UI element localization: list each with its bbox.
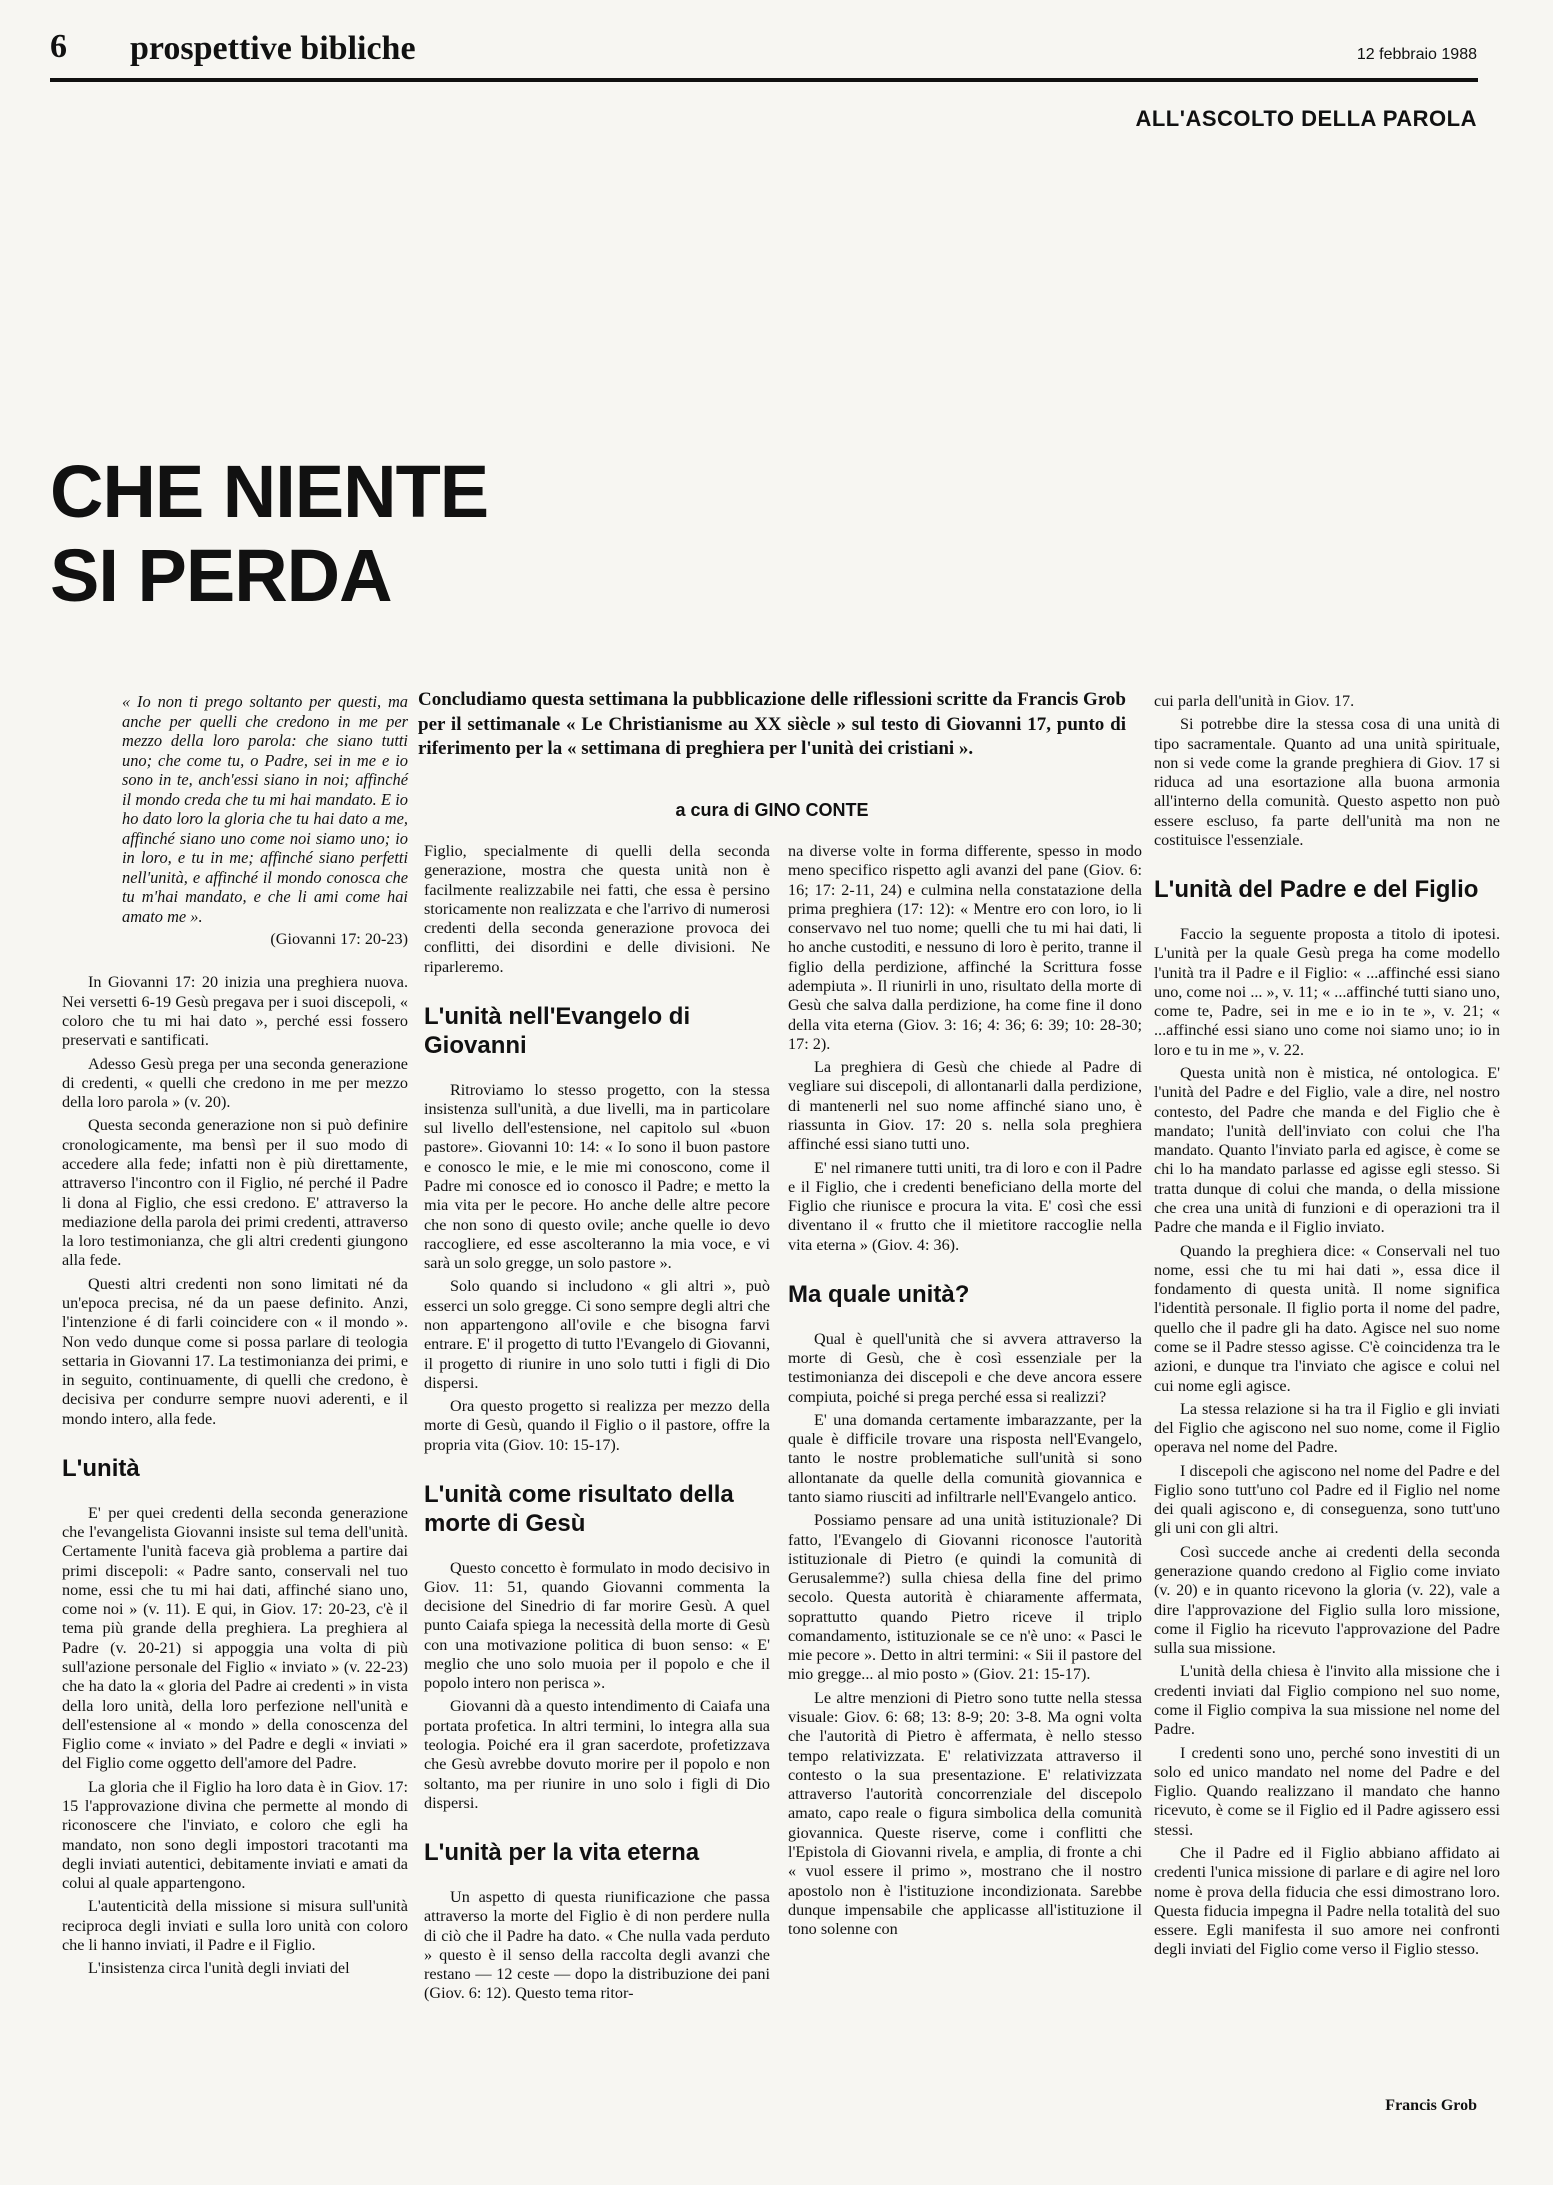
column-4	[1154, 692, 1500, 1964]
paragraph: na diverse volte in forma differente, spesso in modo meno specifico rispetto agli avanzi del pane (Giov. 6: 16; 17: 2-11, 24) e culmina nella constatazione della prima preghiera (17: 12): « Mentre ero con loro, io li conservavo nel tuo nome; quelli che tu mi hai dati, li ho anche custoditi, e nessuno di loro è perito, tranne il figlio della perdizione, affinché la Scrittura fosse adempiuta ». Il riunirli in uno, risultato della morte di Gesù che salva dalla perdizione, ha come fine il dono della vita eterna (Giov. 3: 16; 4: 36; 6: 39; 10: 28-30; 17: 2).	[788, 842, 1142, 1053]
paragraph: Questo concetto è formulato in modo decisivo in Giov. 11: 51, quando Giovanni commenta la decisione del Sinedrio di far morire Gesù. A quel punto Caiafa spiega la necessità della morte di Gesù con una motivazione politica di buon senso: « E' meglio che uno solo muoia per il popolo e che il popolo intero non perisca ».	[424, 1558, 770, 1693]
paragraph: E' nel rimanere tutti uniti, tra di loro e con il Padre e il Figlio, che i credenti beneficiano della morte del Figlio che riunisce e procura la vita. E' così che essi diventano il « frutto che il mietitore raccoglie nella vita eterna » (Giov. 4: 36).	[788, 1158, 1142, 1254]
paragraph: E' una domanda certamente imbarazzante, per la quale è difficile trovare una risposta nell'Evangelo, tanto le nostre problematiche sull'unità si sono allontanate da quelle della comunità giovannica e tanto siamo riusciti ad infiltrarle nell'Evangelo antico.	[788, 1410, 1142, 1506]
curated-by: a cura di GINO CONTE	[675, 800, 869, 820]
author-signature: Francis Grob	[1385, 2097, 1477, 2114]
paragraph: La stessa relazione si ha tra il Figlio e gli inviati del Figlio che agiscono nel suo nome, come il Figlio operava nel nome del Padre.	[1154, 1399, 1500, 1457]
paragraph: cui parla dell'unità in Giov. 17.	[1154, 692, 1355, 710]
paragraph: I credenti sono uno, perché sono investiti di un solo ed unico mandato nel nome del Padre e del Figlio. Quando realizzano il mandato che hanno ricevuto, è come se il Figlio ed il Padre agissero essi stessi.	[1154, 1743, 1500, 1839]
paragraph: L'insistenza circa l'unità degli inviati del	[88, 1959, 350, 1978]
paragraph: Qual è quell'unità che si avvera attraverso la morte di Gesù, che è così essenziale per la testimonianza dei discepoli e che deve ancora essere compiuta, poiché si prega perché essa si realizzi?	[788, 1329, 1142, 1406]
section-heading: Ma quale unità?	[788, 1280, 970, 1308]
paragraph: Faccio la seguente proposta a titolo di ipotesi. L'unità per la quale Gesù prega ha come modello l'unità tra il Padre e il Figlio: « ...affinché essi siano uno, come noi ... », v. 11; « ...affinché tutti siano uno, come te, Padre, sei in me e io in te », v. 21; « ...affinché essi siano uno come noi siamo uno; io in loro e tu in me », v. 22.	[1154, 925, 1500, 1059]
paragraph: Solo quando si includono « gli altri », può esserci un solo gregge. Ci sono sempre degli altri che non appartengono all'ovile e che bisogna farvi entrare. E' il progetto di tutto l'Evangelo di Giovanni, il progetto di riunire in uno solo tutti i figli di Dio dispersi.	[424, 1277, 770, 1392]
paragraph: L'unità della chiesa è l'invito alla missione che i credenti inviati dal Figlio compiono nel suo nome, come il Figlio compiva la sua missione nel nome del Padre.	[1154, 1662, 1500, 1739]
paragraph: La gloria che il Figlio ha loro data è in Giov. 17: 15 l'approvazione divina che permette al mondo di riconoscere che l'inviato, e coloro che egli ha mandato, non sono degli impostori tracotanti ma degli inviati autentici, debitamente inviati e amati da colui al quale appartengono.	[62, 1777, 408, 1893]
paragraph: In Giovanni 17: 20 inizia una preghiera nuova. Nei versetti 6-19 Gesù pregava per i suoi discepoli, « coloro che tu mi hai dato », perché essi fossero preservati e santificati.	[62, 973, 408, 1050]
paragraph: Ritroviamo lo stesso progetto, con la stessa insistenza sull'unità, a due livelli, ma in particolare sul livello dell'estensione, nel capitolo sul «buon pastore». Giovanni 10: 14: « Io sono il buon pastore e conosco le mie, e le mie mi conoscono, come il Padre mi conosce ed io conosco il Padre; e metto la mia vita per le pecore. Ho anche delle altre pecore che non sono di questo ovile; anche quelle io devo raccogliere, ed esse ascolteranno la mia voce, e vi sarà un solo gregge, un solo pastore ».	[424, 1080, 770, 1273]
publication-title: prospettive bibliche	[130, 30, 416, 67]
column-2	[424, 842, 770, 2008]
issue-date: 12 febbraio 1988	[1356, 46, 1477, 63]
paragraph: Possiamo pensare ad una unità istituzionale? Di fatto, l'Evangelo di Giovanni riconosce l'autorità istituzionale di Pietro (e quindi la comunità di Gerusalemme?) sulla chiesa della fine del primo secolo. Questa autorità è chiaramente affermata, soprattutto quando Pietro riceve il triplo comandamento, istituzionale se ce n'è uno: « Pasci le mie pecore ». Detto in altri termini: « Sii il pastore del mio gregge... al mio posto » (Giov. 21: 15-17).	[788, 1511, 1142, 1684]
paragraph: Figlio, specialmente di quelli della seconda generazione, mostra che questa unità non è facilmente realizzabile nei fatti, che essa è persino storicamente non realizzata e che l'arrivo di numerosi credenti della seconda generazione provoca dei conflitti, dei disordini e delle divisioni. Ne riparleremo.	[424, 842, 770, 976]
paragraph: Giovanni dà a questo intendimento di Caiafa una portata profetica. In altri termini, lo integra alla sua teologia. Poiché era il gran sacerdote, profetizzava che Gesù avrebbe dovuto morire per il popolo e non soltanto, ma per riunire in uno solo i figli di Dio dispersi.	[424, 1697, 770, 1812]
paragraph: Le altre menzioni di Pietro sono tutte nella stessa visuale: Giov. 6: 68; 13: 8-9; 20: 3-8. Ma ogni volta che l'autorità di Pietro è affermata, è nello stesso tempo relativizzata. E' relativizzata attraverso il contesto o la sua presentazione. E' relativizzata attraverso l'autorità concorrenziale del discepolo amato, capo reale o figura simbolica della comunità giovannica. Queste riserve, come i conflitti che l'Epistola di Giovanni rivela, e amplia, di fronte a chi « vuol essere il primo », mostrano che il nostro apostolo non è l'istituzione incondizionata. Sarebbe dunque impensabile che applicasse all'istituzione il tono solenne con	[788, 1688, 1142, 1939]
paragraph: Così succede anche ai credenti della seconda generazione quando credono al Figlio come inviato (v. 20) e in quanto ricevono la gloria (v. 22), vale a dire l'approvazione del Figlio sulla loro missione, come il Figlio ha ricevuto l'approvazione del Padre sulla sua missione.	[1154, 1542, 1500, 1658]
section-heading: L'unità del Padre e del Figlio	[1154, 876, 1479, 904]
epigraph-reference: (Giovanni 17: 20-23)	[270, 930, 408, 949]
paragraph: L'autenticità della missione si misura sull'unità reciproca degli inviati e sulla loro unità con coloro che li hanno inviati, il Padre e il Figlio.	[62, 1897, 408, 1954]
paragraph: Questi altri credenti non sono limitati né da un'epoca precisa, né da un paese definito. Anzi, l'intenzione é di farli coincidere con « il mondo ». Non vedo dunque come si possa parlare di teologia settaria in Giovanni 17. La testimonianza dei primi, e in seguito, continuamente, di quelli che credono, è decisiva per condurre sempre nuovi aderenti, e il mondo intero, alla fede.	[62, 1274, 408, 1428]
paragraph: I discepoli che agiscono nel nome del Padre e del Figlio sono tutt'uno col Padre ed il Figlio nel nome dei quali agiscono e, di conseguenza, sono tutt'uno gli uni con gli altri.	[1154, 1461, 1500, 1538]
header-rule	[50, 78, 1478, 82]
headline-line-1: CHE NIENTE	[50, 450, 489, 533]
paragraph: Adesso Gesù prega per una seconda generazione di credenti, « quelli che credono in me per mezzo della loro parola » (v. 20).	[62, 1054, 408, 1112]
article-headline	[50, 450, 488, 619]
page-number: 6	[50, 28, 67, 65]
column-1	[62, 692, 408, 1982]
paragraph: Un aspetto di questa riunificazione che passa attraverso la morte del Figlio è di non perdere nulla di ciò che il Padre ha dato. « Che nulla vada perduto » questo è il senso della raccolta degli avanzi che restano — 12 ceste — dopo la distribuzione dei pani (Giov. 6: 12). Questo tema ritor-	[424, 1887, 770, 2003]
paragraph: Questa seconda generazione non si può definire cronologicamente, ma bensì per il suo modo di accedere alla fede; infatti non è più direttamente, attraverso l'incontro con il Figlio, né perché il Padre li dona al Figlio, che essi credono. E' attraverso la mediazione della parola dei primi credenti, attraverso la loro testimonianza, che gli altri credenti giungono alla fede.	[62, 1116, 408, 1270]
section-heading: L'unità come risultato della morte di Gesù	[424, 1480, 734, 1537]
paragraph: Quando la preghiera dice: « Conservali nel tuo nome, essi che tu mi hai dati », essa dice il fondamento di questa unità. Il nome significa l'identità personale. Il figlio porta il nome del padre, quello che il padre gli ha dato. Agisce nel suo nome come se il Padre stesso agisse. C'è coincidenza tra le azioni, e dunque tra l'inviato che agisce e colui nel cui nome egli agisce.	[1154, 1241, 1500, 1395]
section-rubric: ALL'ASCOLTO DELLA PAROLA	[1135, 106, 1477, 131]
paragraph: La preghiera di Gesù che chiede al Padre di vegliare sui discepoli, di allontanarli dalla perdizione, di mantenerli nel suo nome affinché siano uno, è riassunta in Giov. 17: 20 s. nella sola preghiera affinché essi siano tutti uno.	[788, 1058, 1142, 1154]
headline-line-2: SI PERDA	[50, 534, 392, 618]
column-3	[788, 842, 1142, 1943]
paragraph: Che il Padre ed il Figlio abbiano affidato ai credenti l'unica missione di parlare e di agire nel loro nome è prova della fiducia che essi dimostrano loro. Questa fiducia impegna il Padre nella totalità del suo essere. Egli manifesta il suo amore nei confronti degli inviati del Figlio come verso il Figlio stesso.	[1154, 1843, 1500, 1959]
paragraph: Ora questo progetto si realizza per mezzo della morte di Gesù, quando il Figlio o il pastore, offre la propria vita (Giov. 10: 15-17).	[424, 1397, 770, 1454]
section-heading: L'unità nell'Evangelo di Giovanni	[424, 1002, 691, 1059]
epigraph: « Io non ti prego soltanto per questi, ma anche per quelli che credono in me per mezzo della loro parola: che siano tutti uno; che come tu, o Padre, sei in me e io sono in te, anch'essi siano in noi; affinché il mondo creda che tu mi hai mandato. E io ho dato loro la gloria che tu hai dato a me, affinché siano uno come noi siamo uno; io in loro, e tu in me; affinché siano perfetti nell'unità, e affinché il mondo conosca che tu m'hai mandato, e che li ami come hai amato me ».	[122, 692, 408, 926]
paragraph: Questa unità non è mistica, né ontologica. E' l'unità del Padre e del Figlio, vale a dire, nel nostro contesto, del Padre che manda e del Figlio che è mandato; l'unità dell'inviato con colui che l'ha mandato. Quanto l'inviato parla ed agisce, è come se chi lo ha mandato parlasse ed agisse egli stesso. Si tratta dunque di colui che manda, o della missione che crea una unità di funzioni e di operazioni tra il Padre che manda e il Figlio inviato.	[1154, 1064, 1500, 1237]
paragraph: E' per quei credenti della seconda generazione che l'evangelista Giovanni insiste sul tema dell'unità. Certamente l'unità faceva già problema a partire dai primi discepoli: « Padre santo, conservali nel tuo nome, essi che tu mi hai dati, affinché siano uno, come noi » (v. 11). E qui, in Giov. 17: 20-23, c'è il tema più grande della preghiera. La preghiera al Padre (v. 20-21) si appoggia una volta di più sull'azione personale del Figlio « inviato » (v. 22-23) che ha dato la « gloria del Padre ai credenti » in vista della loro unità, della loro perfezione nell'unità e dell'estensione al « mondo » della conoscenza del Figlio come « inviato » del Padre e degli « inviati » del Figlio come oggetto dell'amore del Padre.	[62, 1503, 408, 1773]
paragraph: Si potrebbe dire la stessa cosa di una unità di tipo sacramentale. Quanto ad una unità spirituale, non si vede come la grande preghiera di Giov. 17 si riduca ad una esortazione alla buona armonia all'interno della comunità. Questo aspetto non può essere escluso, fa parte dell'unità ma non ne costituisce l'essenziale.	[1154, 715, 1500, 849]
article-intro: Concludiamo questa settimana la pubblicazione delle riflessioni scritte da Francis Grob per il settimanale « Le Christianisme au XX siècle » sul testo di Giovanni 17, punto di riferimento per la « settimana di preghiera per l'unità dei cristiani ».	[418, 689, 1126, 760]
section-heading: L'unità	[62, 1454, 140, 1482]
section-heading: L'unità per la vita eterna	[424, 1839, 700, 1867]
